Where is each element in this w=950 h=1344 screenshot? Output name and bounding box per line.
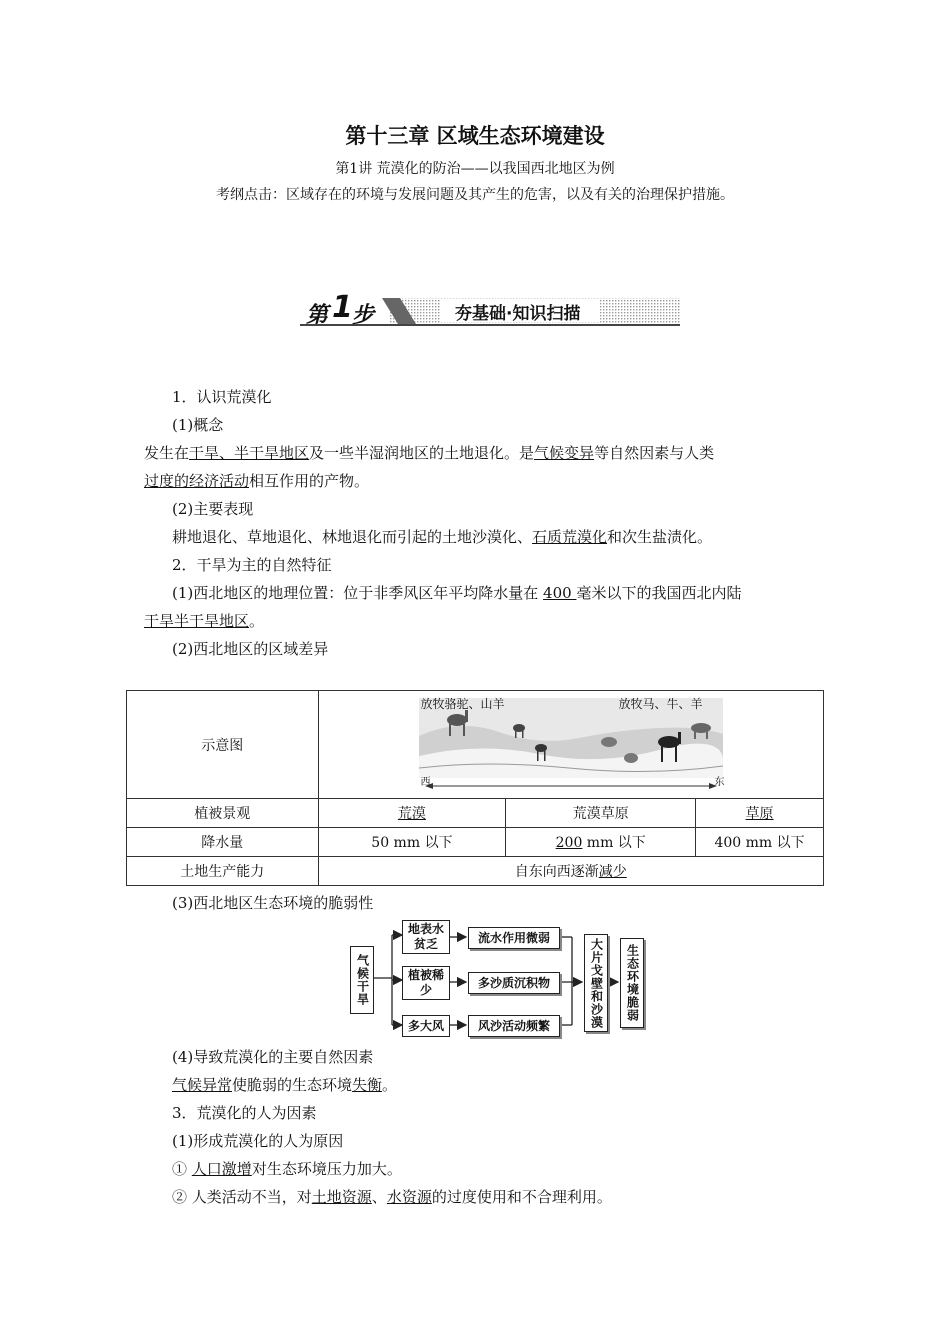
table-row xyxy=(127,857,824,886)
manifest-heading: (2)主要表现 xyxy=(172,500,254,518)
location-paragraph-line1: (1)西北地区的地理位置：位于非季风区年平均降水量在 400 毫米以下的我国西北内陆 xyxy=(172,584,742,602)
concept-paragraph-line2: 过度的经济活动相互作用的产物。 xyxy=(144,472,370,490)
step-banner xyxy=(300,290,685,328)
vegetation-desert: 荒漠 xyxy=(397,806,426,822)
concept-paragraph-line1: 发生在干旱、半干旱地区及一些半湿润地区的土地退化。是气候变异等自然因素与人类 xyxy=(144,444,715,462)
manifest-paragraph: 耕地退化、草地退化、林地退化而引起的土地沙漠化、石质荒漠化和次生盐渍化。 xyxy=(172,528,713,546)
precip-desert: 50 mm 以下 xyxy=(318,828,506,857)
precip-desert-steppe: 200 mm 以下 xyxy=(506,828,696,857)
syllabus-note: 考纲点击：区域存在的环境与发展问题及其产生的危害，以及有关的治理保护措施。 xyxy=(216,187,734,203)
lecture-title: 第1讲 荒漠化的防治——以我国西北地区为例 xyxy=(335,161,615,177)
human-cause-heading: (1)形成荒漠化的人为原因 xyxy=(172,1132,344,1150)
figure-label-west-herding: 放牧骆驼、山羊 xyxy=(420,697,505,711)
vegetation-desert-steppe: 荒漠草原 xyxy=(506,799,696,828)
human-cause-item-1: ① 人口激增对生态环境压力加大。 xyxy=(172,1160,402,1178)
row-label-productivity: 土地生产能力 xyxy=(127,857,319,886)
regional-diff-heading: (2)西北地区的区域差异 xyxy=(172,640,329,658)
productivity-value: 自东向西逐渐减少 xyxy=(318,857,823,886)
concept-heading: (1)概念 xyxy=(172,416,224,434)
human-cause-item-2: ② 人类活动不当，对土地资源、水资源的过度使用和不合理利用。 xyxy=(172,1188,612,1206)
table-row xyxy=(127,799,824,828)
flow-result-box-3: 风沙活动频繁 xyxy=(468,1015,560,1037)
precip-steppe: 400 mm 以下 xyxy=(696,828,824,857)
banner-text: 夯基础·知识扫描 xyxy=(455,304,581,324)
diagram-label-cell: 示意图 xyxy=(127,691,319,799)
flow-mid-box-3: 多大风 xyxy=(402,1015,450,1037)
row-label-vegetation: 植被景观 xyxy=(127,799,319,828)
step-label: 第 1 步 xyxy=(306,290,375,328)
vegetation-steppe: 草原 xyxy=(745,806,774,822)
natural-cause-paragraph: 气候异常使脆弱的生态环境失衡。 xyxy=(172,1076,398,1094)
flow-result-box-1: 流水作用微弱 xyxy=(468,927,560,949)
fragility-heading: (3)西北地区生态环境的脆弱性 xyxy=(172,894,374,912)
flow-start-box: 气候干旱 xyxy=(350,946,374,1014)
row-label-precipitation: 降水量 xyxy=(127,828,319,857)
location-paragraph-line2: 干旱半干旱地区。 xyxy=(144,612,265,630)
table-row-diagram xyxy=(127,691,824,799)
flow-result-box-2: 多沙质沉积物 xyxy=(468,972,560,994)
flow-mid-box-1: 地表水贫乏 xyxy=(402,920,450,954)
figure-axis-east: 东 xyxy=(714,777,725,788)
flow-outcome-box: 大片戈壁和沙漠 xyxy=(584,934,608,1032)
figure-axis-west: 西 xyxy=(420,777,431,788)
table-row xyxy=(127,828,824,857)
chapter-title: 第十三章 区域生态环境建设 xyxy=(345,123,605,148)
regional-difference-table xyxy=(126,690,824,886)
flow-final-box: 生态环境脆弱 xyxy=(620,938,644,1028)
figure-label-east-herding: 放牧马、牛、羊 xyxy=(618,697,703,711)
natural-cause-heading: (4)导致荒漠化的主要自然因素 xyxy=(172,1048,374,1066)
flow-mid-box-2: 植被稀少 xyxy=(402,966,450,1000)
section1-heading: 1．认识荒漠化 xyxy=(172,388,272,406)
section2-heading: 2．干旱为主的自然特征 xyxy=(172,556,332,574)
landscape-figure-cell xyxy=(318,691,823,799)
section3-heading: 3．荒漠化的人为因素 xyxy=(172,1104,317,1122)
fragility-flow-diagram xyxy=(348,918,648,1042)
